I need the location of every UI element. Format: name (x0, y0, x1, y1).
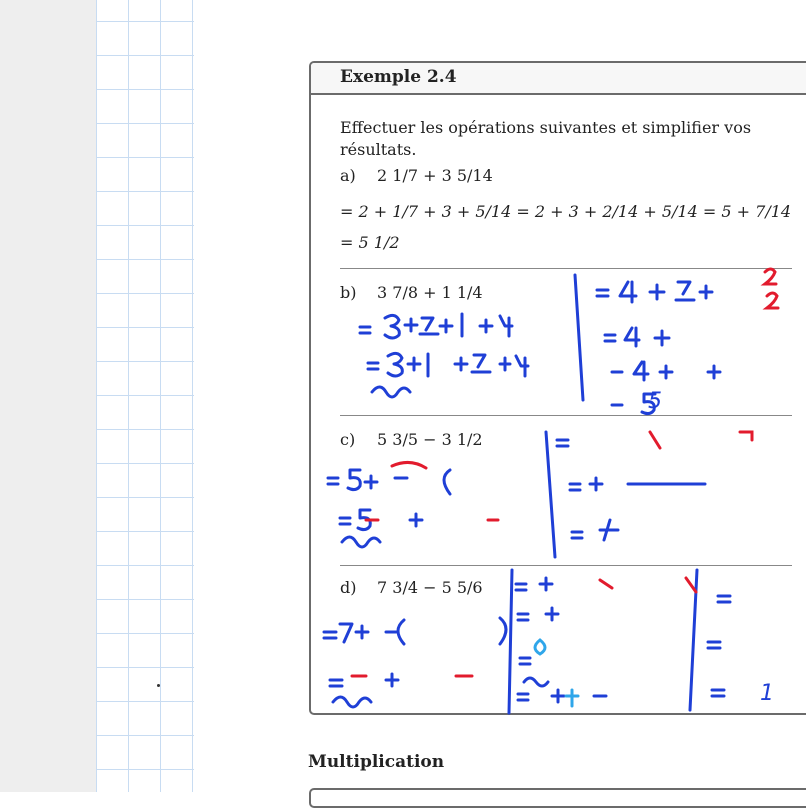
section-heading: Multiplication (308, 752, 445, 772)
part-a-label: a) (340, 166, 356, 185)
part-c-label: c) (340, 430, 356, 449)
part-a-steps: = 2 + 1/7 + 3 + 5/14 = 2 + 3 + 2/14 + 5/14 = 5 + 7/14 (340, 202, 792, 221)
intro-line-1: Effectuer les opérations suivantes et simplifier vos (340, 118, 752, 137)
part-b-expression: 3 7/8 + 1 1/4 (377, 283, 483, 302)
part-d-label: d) (340, 578, 357, 597)
example-title: Exemple 2.4 (340, 67, 457, 87)
part-c-expression: 5 3/5 − 3 1/2 (377, 430, 483, 449)
intro-line-2: résultats. (340, 140, 417, 159)
svg-text:1: 1 (760, 681, 774, 706)
svg-text:5: 5 (648, 389, 662, 414)
part-b-label: b) (340, 283, 357, 302)
part-a-expression: 2 1/7 + 3 5/14 (377, 166, 493, 185)
part-a-result: = 5 1/2 (340, 233, 400, 252)
part-d-expression: 7 3/4 − 5 5/6 (377, 578, 483, 597)
